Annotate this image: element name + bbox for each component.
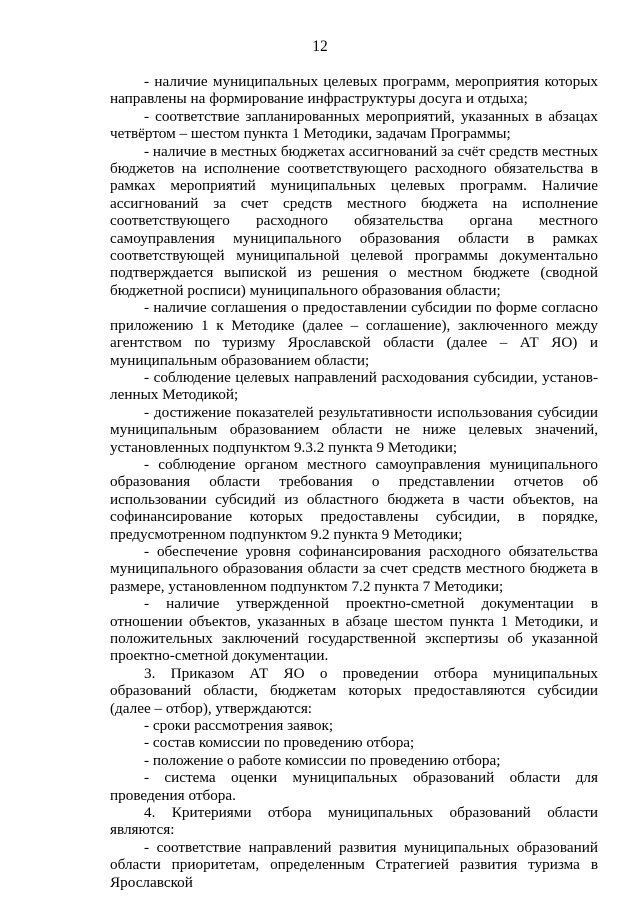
paragraph-section-4: 4. Критериями отбора муниципальных образований области являются: <box>110 804 598 839</box>
document-body <box>110 73 598 891</box>
page-number: 12 <box>312 38 328 55</box>
paragraph-review-deadlines: - сроки рассмотрения заявок; <box>144 717 334 735</box>
paragraph-local-budget-allocations: - наличие в местных бюджетах ассигнований за счёт средств местных бюджетов на исполнение соответствующего расходного обязательства в рамках мероприятий муниципальных целевых программ. Наличие ассигнований за счет средств местного бюджета на исполнение соответствующего расходного обязательства органа местного самоуправления муниципального образования области в рамках соответствующей муниципальной целевой программы документально подтверждается выпиской из решения о местном бюджете (сводной бюджетной росписи) муниципального образования области; <box>110 142 598 299</box>
paragraph-planned-activities: - соответствие запланированных мероприятий, указанных в абзацах четвёртом – шестом пункта 1 Методики, задачам Программы; <box>110 107 598 143</box>
paragraph-evaluation-system: - система оценки муниципальных образований области для проведения отбора. <box>110 769 598 804</box>
paragraph-commission-regulation: - положение о работе комиссии по проведению отбора; <box>144 751 501 769</box>
paragraph-cofinancing-level: - обеспечение уровня софинансирования расходного обязательства муниципального образования области за счет средств местного бюджета в размере, установленном подпунктом 7.2 пункта 7 Методики; <box>110 542 598 595</box>
paragraph-section-3: 3. Приказом АТ ЯО о проведении отбора муниципальных образований области, бюджетам которых предоставляются субсидии (далее – отбор), утверждаются: <box>110 664 598 717</box>
paragraph-design-documentation: - наличие утвержденной проектно-сметной документации в отношении объектов, указанных в абзаце шестом пункта 1 Методики, и положительных заключений государственной экспертизы об указанной проектно-сметной документации. <box>110 595 598 665</box>
paragraph-performance-indicators: - достижение показателей результативности использования субсидии муниципальным образованием области не ниже целевых значений, установленных подпунктом 9.3.2 пункта 9 Методики; <box>110 403 598 456</box>
paragraph-development-priorities: - соответствие направлений развития муниципальных образований области приоритетам, определенным Стратегией развития туризма в Ярославской <box>110 838 598 891</box>
paragraph-reporting-requirements: - соблюдение органом местного самоуправления муниципального образования области требования о представлении отчетов об использовании субсидий из областного бюджета в части объектов, на софинансирование которых предоставлены субсидии, в порядке, предусмотренном подпунктом 9.2 пункта 9 Методики; <box>110 455 598 543</box>
paragraph-commission-composition: - состав комиссии по проведению отбора; <box>144 734 415 752</box>
paragraph-infrastructure-programs: - наличие муниципальных целевых программ, мероприятия которых направлены на формирование инфраструктуры досуга и отдыха; <box>110 73 598 108</box>
paragraph-subsidy-agreement: - наличие соглашения о предоставлении субсидии по форме согласно приложению 1 к Методике (далее – соглашение), заключенного между агентством по туризму Ярославской области (далее – АТ ЯО) и муниципальным образованием области; <box>110 299 598 369</box>
paragraph-target-spending: - соблюдение целевых направлений расходования субсидии, установленных Методикой; <box>110 368 598 404</box>
